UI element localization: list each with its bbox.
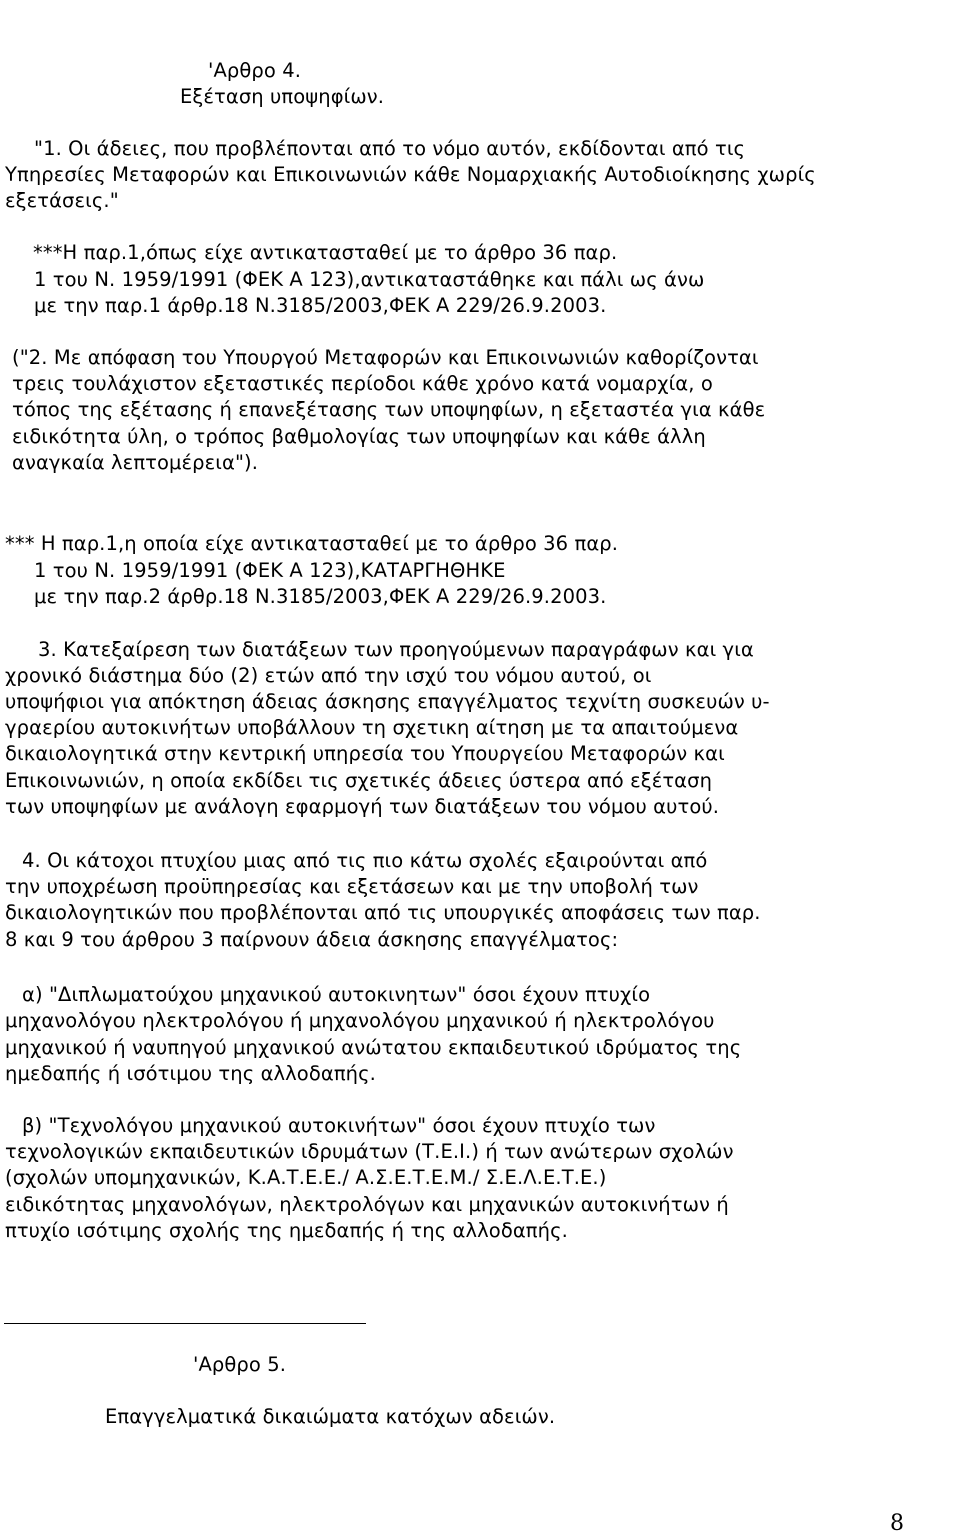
note1-line: 1 του Ν. 1959/1991 (ΦΕΚ Α 123),αντικαταστάθηκε και πάλι ως άνω bbox=[34, 268, 705, 291]
para3-line: δικαιολογητικά στην κεντρική υπηρεσία του Υπουργείου Μεταφορών και bbox=[5, 742, 725, 765]
para2-line: αναγκαία λεπτομέρεια"). bbox=[12, 451, 259, 474]
para4-line: δικαιολογητικών που προβλέπονται από τις υπουργικές αποφάσεις των παρ. bbox=[5, 901, 761, 924]
para1-line: "1. Οι άδειες, που προβλέπονται από το νόμο αυτόν, εκδίδονται από τις bbox=[34, 137, 746, 160]
note1-line: ***Η παρ.1,όπως είχε αντικατασταθεί με το άρθρο 36 παρ. bbox=[33, 241, 618, 264]
para2-line: τρεις τουλάχιστον εξεταστικές περίοδοι κάθε χρόνο κατά νομαρχία, ο bbox=[12, 372, 713, 395]
note2-line: με την παρ.2 άρθρ.18 Ν.3185/2003,ΦΕΚ Α 229/26.9.2003. bbox=[34, 585, 607, 608]
article-4-heading: 'Αρθρο 4. bbox=[208, 59, 302, 82]
para3-line: χρονικό διάστημα δύο (2) ετών από την ισχύ του νόμου αυτού, οι bbox=[5, 664, 652, 687]
note2-line: 1 του Ν. 1959/1991 (ΦΕΚ Α 123),ΚΑΤΑΡΓΗΘΗΚΕ bbox=[34, 559, 506, 582]
note2-line: *** Η παρ.1,η οποία είχε αντικατασταθεί με το άρθρο 36 παρ. bbox=[5, 532, 619, 555]
article-4-subheading: Εξέταση υποψηφίων. bbox=[180, 85, 385, 108]
para3-line: γραερίου αυτοκινήτων υποβάλλουν τη σχετικη αίτηση με τα απαιτούμενα bbox=[5, 716, 739, 739]
article-5-subheading: Επαγγελματικά δικαιώματα κατόχων αδειών. bbox=[105, 1405, 556, 1428]
item-a-line: μηχανικού ή ναυπηγού μηχανικού ανώτατου εκπαιδευτικού ιδρύματος της bbox=[5, 1036, 742, 1059]
para1-line: Υπηρεσίες Μεταφορών και Επικοινωνιών κάθε Νομαρχιακής Αυτοδιοίκησης χωρίς bbox=[5, 163, 816, 186]
page-number: 8 bbox=[890, 1511, 904, 1536]
note1-line: με την παρ.1 άρθρ.18 Ν.3185/2003,ΦΕΚ Α 229/26.9.2003. bbox=[34, 294, 607, 317]
item-b-line: (σχολών υπομηχανικών, Κ.Α.Τ.Ε.Ε./ Α.Σ.Ε.Τ.Ε.Μ./ Σ.Ε.Λ.Ε.Τ.Ε.) bbox=[5, 1166, 607, 1189]
item-a-line: ημεδαπής ή ισότιμου της αλλοδαπής. bbox=[5, 1062, 376, 1085]
para3-line: Επικοινωνιών, η οποία εκδίδει τις σχετικές άδειες ύστερα από εξέταση bbox=[5, 769, 713, 792]
para3-line: υποψήφιοι για απόκτηση άδειας άσκησης επαγγέλματος τεχνίτη συσκευών υ- bbox=[5, 690, 770, 713]
article-5-heading: 'Αρθρο 5. bbox=[193, 1353, 287, 1376]
para2-line: ειδικότητα ύλη, ο τρόπος βαθμολογίας των υποψηφίων και κάθε άλλη bbox=[12, 425, 706, 448]
item-a-line: α) "Διπλωματούχου μηχανικού αυτοκινητων" όσοι έχουν πτυχίο bbox=[22, 983, 651, 1006]
para4-line: 4. Οι κάτοχοι πτυχίου μιας από τις πιο κάτω σχολές εξαιρούνται από bbox=[22, 849, 708, 872]
item-a-line: μηχανολόγου ηλεκτρολόγου ή μηχανολόγου μηχανικού ή ηλεκτρολόγου bbox=[5, 1009, 715, 1032]
item-b-line: τεχνολογικών εκπαιδευτικών ιδρυμάτων (Τ.Ε.Ι.) ή των ανώτερων σχολών bbox=[5, 1140, 734, 1163]
para2-line: ("2. Με απόφαση του Υπουργού Μεταφορών και Επικοινωνιών καθορίζονται bbox=[12, 346, 759, 369]
para3-line: 3. Κατεξαίρεση των διατάξεων των προηγούμενων παραγράφων και για bbox=[38, 638, 754, 661]
para2-line: τόπος της εξέτασης ή επανεξέτασης των υποψηφίων, η εξεταστέα για κάθε bbox=[12, 398, 766, 421]
para3-line: των υποψηφίων με ανάλογη εφαρμογή των διατάξεων του νόμου αυτού. bbox=[5, 795, 720, 818]
para1-line: εξετάσεις." bbox=[5, 189, 119, 212]
para4-line: την υποχρέωση προϋπηρεσίας και εξετάσεων και με την υποβολή των bbox=[5, 875, 699, 898]
item-b-line: β) "Τεχνολόγου μηχανικού αυτοκινήτων" όσοι έχουν πτυχίο των bbox=[22, 1114, 656, 1137]
item-b-line: ειδικότητας μηχανολόγων, ηλεκτρολόγων και μηχανικών αυτοκινήτων ή bbox=[5, 1193, 729, 1216]
item-b-line: πτυχίο ισότιμης σχολής της ημεδαπής ή της αλλοδαπής. bbox=[5, 1219, 568, 1242]
section-divider bbox=[4, 1323, 366, 1324]
para4-line: 8 και 9 του άρθρου 3 παίρνουν άδεια άσκησης επαγγέλματος: bbox=[5, 928, 619, 951]
